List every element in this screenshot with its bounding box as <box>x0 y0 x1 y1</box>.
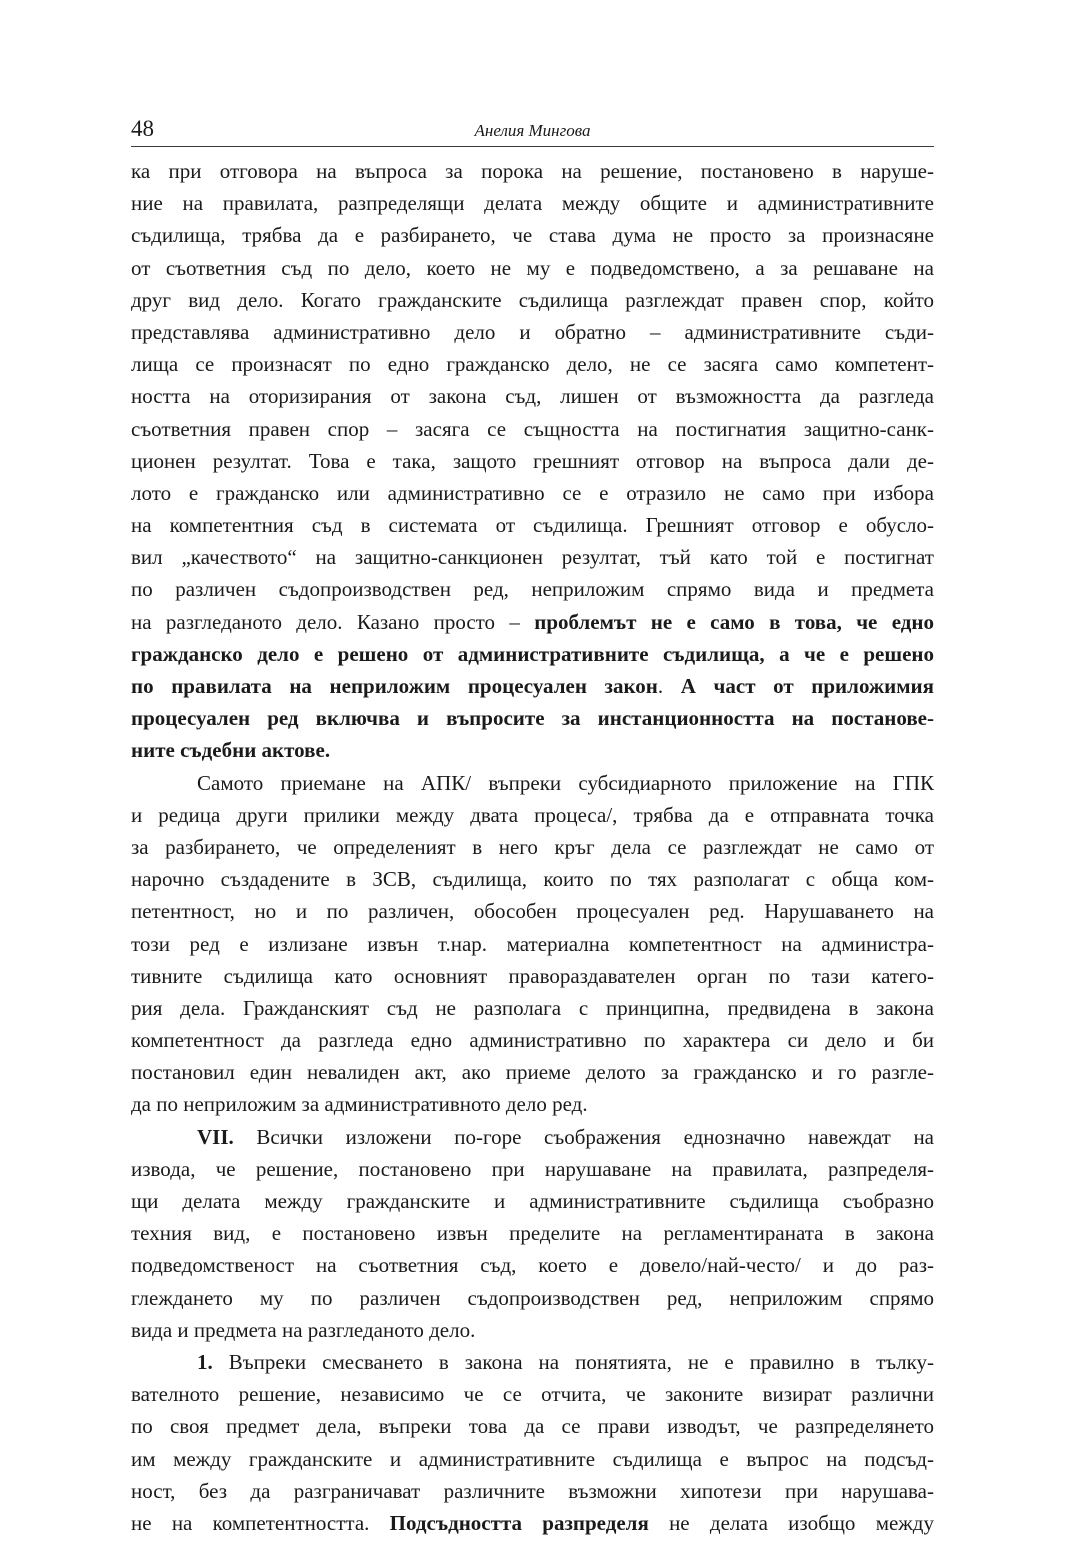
text-line: глеждането му по различен съдопроизводствен ред, неприложим спрямо <box>131 1285 934 1310</box>
paragraph-2 <box>131 767 934 1121</box>
text-line-mixed <box>131 1507 934 1539</box>
bold-text: Подсъдността разпределя <box>389 1510 649 1535</box>
text-line: ционен резултат. Това е така, защото грешният отговор на въпроса дали де- <box>131 448 934 473</box>
text-line-mixed <box>131 1121 934 1153</box>
text-line-mixed <box>131 1346 934 1378</box>
text-line: лища се произнасят по едно гражданско дело, не се засяга само компетент- <box>131 352 934 377</box>
text-line: за разбирането, че определеният в него кръг дела се разглеждат не само от <box>131 834 934 859</box>
plain-text: Въпреки смесването в закона на понятията, не е правилно в тълку- <box>212 1349 934 1374</box>
text-line-mixed <box>131 606 934 638</box>
text-line: представлява административно дело и обратно – административните съди- <box>131 319 934 344</box>
text-line: Самото приемане на АПК/ въпреки субсидиарното приложение на ГПК <box>197 770 934 795</box>
plain-text: на разгледаното дело. Казано просто – <box>131 609 535 634</box>
text-line: вил „качеството“ на защитно-санкционен резултат, тъй като той е постигнат <box>131 545 934 570</box>
text-line: извода, че решение, постановено при нарушаване на правилата, разпределя- <box>131 1156 934 1181</box>
bold-text: проблемът не е само в това, че едно <box>534 609 934 634</box>
section-number: VII. <box>197 1124 234 1149</box>
text-line: ност, без да разграничават различните възможни хипотези при нарушава- <box>131 1478 934 1503</box>
bold-text: по правилата на неприложим процесуален закон <box>131 674 658 698</box>
text-line: по своя предмет дела, въпреки това да се прави изводът, че разпределянето <box>131 1414 934 1439</box>
text-line: техния вид, е постановено извън пределите на регламентираната в закона <box>131 1221 934 1246</box>
plain-text: . <box>657 674 681 698</box>
text-line: на компетентния съд в системата от съдилища. Грешният отговор е обусло- <box>131 513 934 538</box>
text-line: този ред е излизане извън т.нар. материална компетентност на администра- <box>131 931 934 956</box>
text-line: друг вид дело. Когато гражданските съдилища разглеждат правен спор, който <box>131 287 934 312</box>
bold-text: гражданско дело е решено от административните съдилища, а че е решено <box>131 641 934 666</box>
plain-text: не на компетентността. <box>131 1510 390 1535</box>
text-line: тивните съдилища като основният правораздавателен орган по тази катего- <box>131 963 934 988</box>
text-line: постановил един невалиден акт, ако приеме делото за гражданско и го разгле- <box>131 1060 934 1085</box>
text-line: вателното решение, независимо че се отчита, че законите визират различни <box>131 1382 934 1407</box>
text-line: ността на оторизирания от закона съд, лишен от възможността да разгледа <box>131 384 934 409</box>
text-line: нарочно създадените в ЗСВ, съдилища, които по тях разполагат с обща ком- <box>131 867 934 892</box>
plain-text: Всички изложени по-горе съображения еднозначно навеждат на <box>233 1124 934 1149</box>
text-line-bold <box>131 702 934 734</box>
text-line-bold <box>131 734 934 766</box>
text-line: ка при отговора на въпроса за порока на решение, постановено в наруше- <box>131 159 934 183</box>
text-line: да по неприложим за административното дело ред. <box>131 1092 588 1117</box>
text-line: съдилища, трябва да е разбирането, че става дума не просто за произнасяне <box>131 223 934 248</box>
item-number: 1. <box>197 1349 213 1374</box>
paragraph-1 <box>131 155 934 767</box>
text-line: ние на правилата, разпределящи делата между общите и административните <box>131 191 934 216</box>
text-line: лото е гражданско или административно се е отразило не само при избора <box>131 480 934 505</box>
paragraph-3 <box>131 1121 934 1346</box>
text-line: вида и предмета на разгледаното дело. <box>131 1317 476 1342</box>
page-number: 48 <box>131 116 154 141</box>
page-body <box>131 155 934 1539</box>
bold-text: А част от приложимия <box>680 674 935 698</box>
bold-text: процесуален ред включва и въпросите за инстанционността на постанове- <box>131 706 934 731</box>
plain-text: не делата изобщо между <box>648 1510 934 1535</box>
bold-text: ните съдебни актове. <box>131 738 331 763</box>
text-line: съответния правен спор – засяга се същността на постигнатия защитно-санк- <box>131 416 934 441</box>
running-head-author: Анелия Мингова <box>474 121 591 140</box>
text-line: компетентност да разгледа едно административно по характера си дело и би <box>131 1028 934 1053</box>
text-line: и редица други прилики между двата процеса/, трябва да е отправната точка <box>131 802 934 827</box>
text-line: по различен съдопроизводствен ред, неприложим спрямо вида и предмета <box>131 577 934 602</box>
text-line-mixed <box>131 670 934 702</box>
text-line: рия дела. Гражданският съд не разполага с принципна, предвидена в закона <box>131 995 934 1020</box>
text-line: щи делата между гражданските и административните съдилища съобразно <box>131 1189 934 1213</box>
text-line: им между гражданските и административните съдилища е въпрос на подсъд- <box>131 1446 934 1471</box>
paragraph-4 <box>131 1346 934 1539</box>
text-line-bold <box>131 638 934 670</box>
text-line: подведомственост на съответния съд, което е довело/най-често/ и до раз- <box>131 1253 934 1278</box>
page-header <box>131 114 934 147</box>
text-line: петентност, но и по различен, обособен процесуален ред. Нарушаването на <box>131 899 934 924</box>
text-line: от съответния съд по дело, което не му е подведомствено, а за решаване на <box>131 255 934 280</box>
